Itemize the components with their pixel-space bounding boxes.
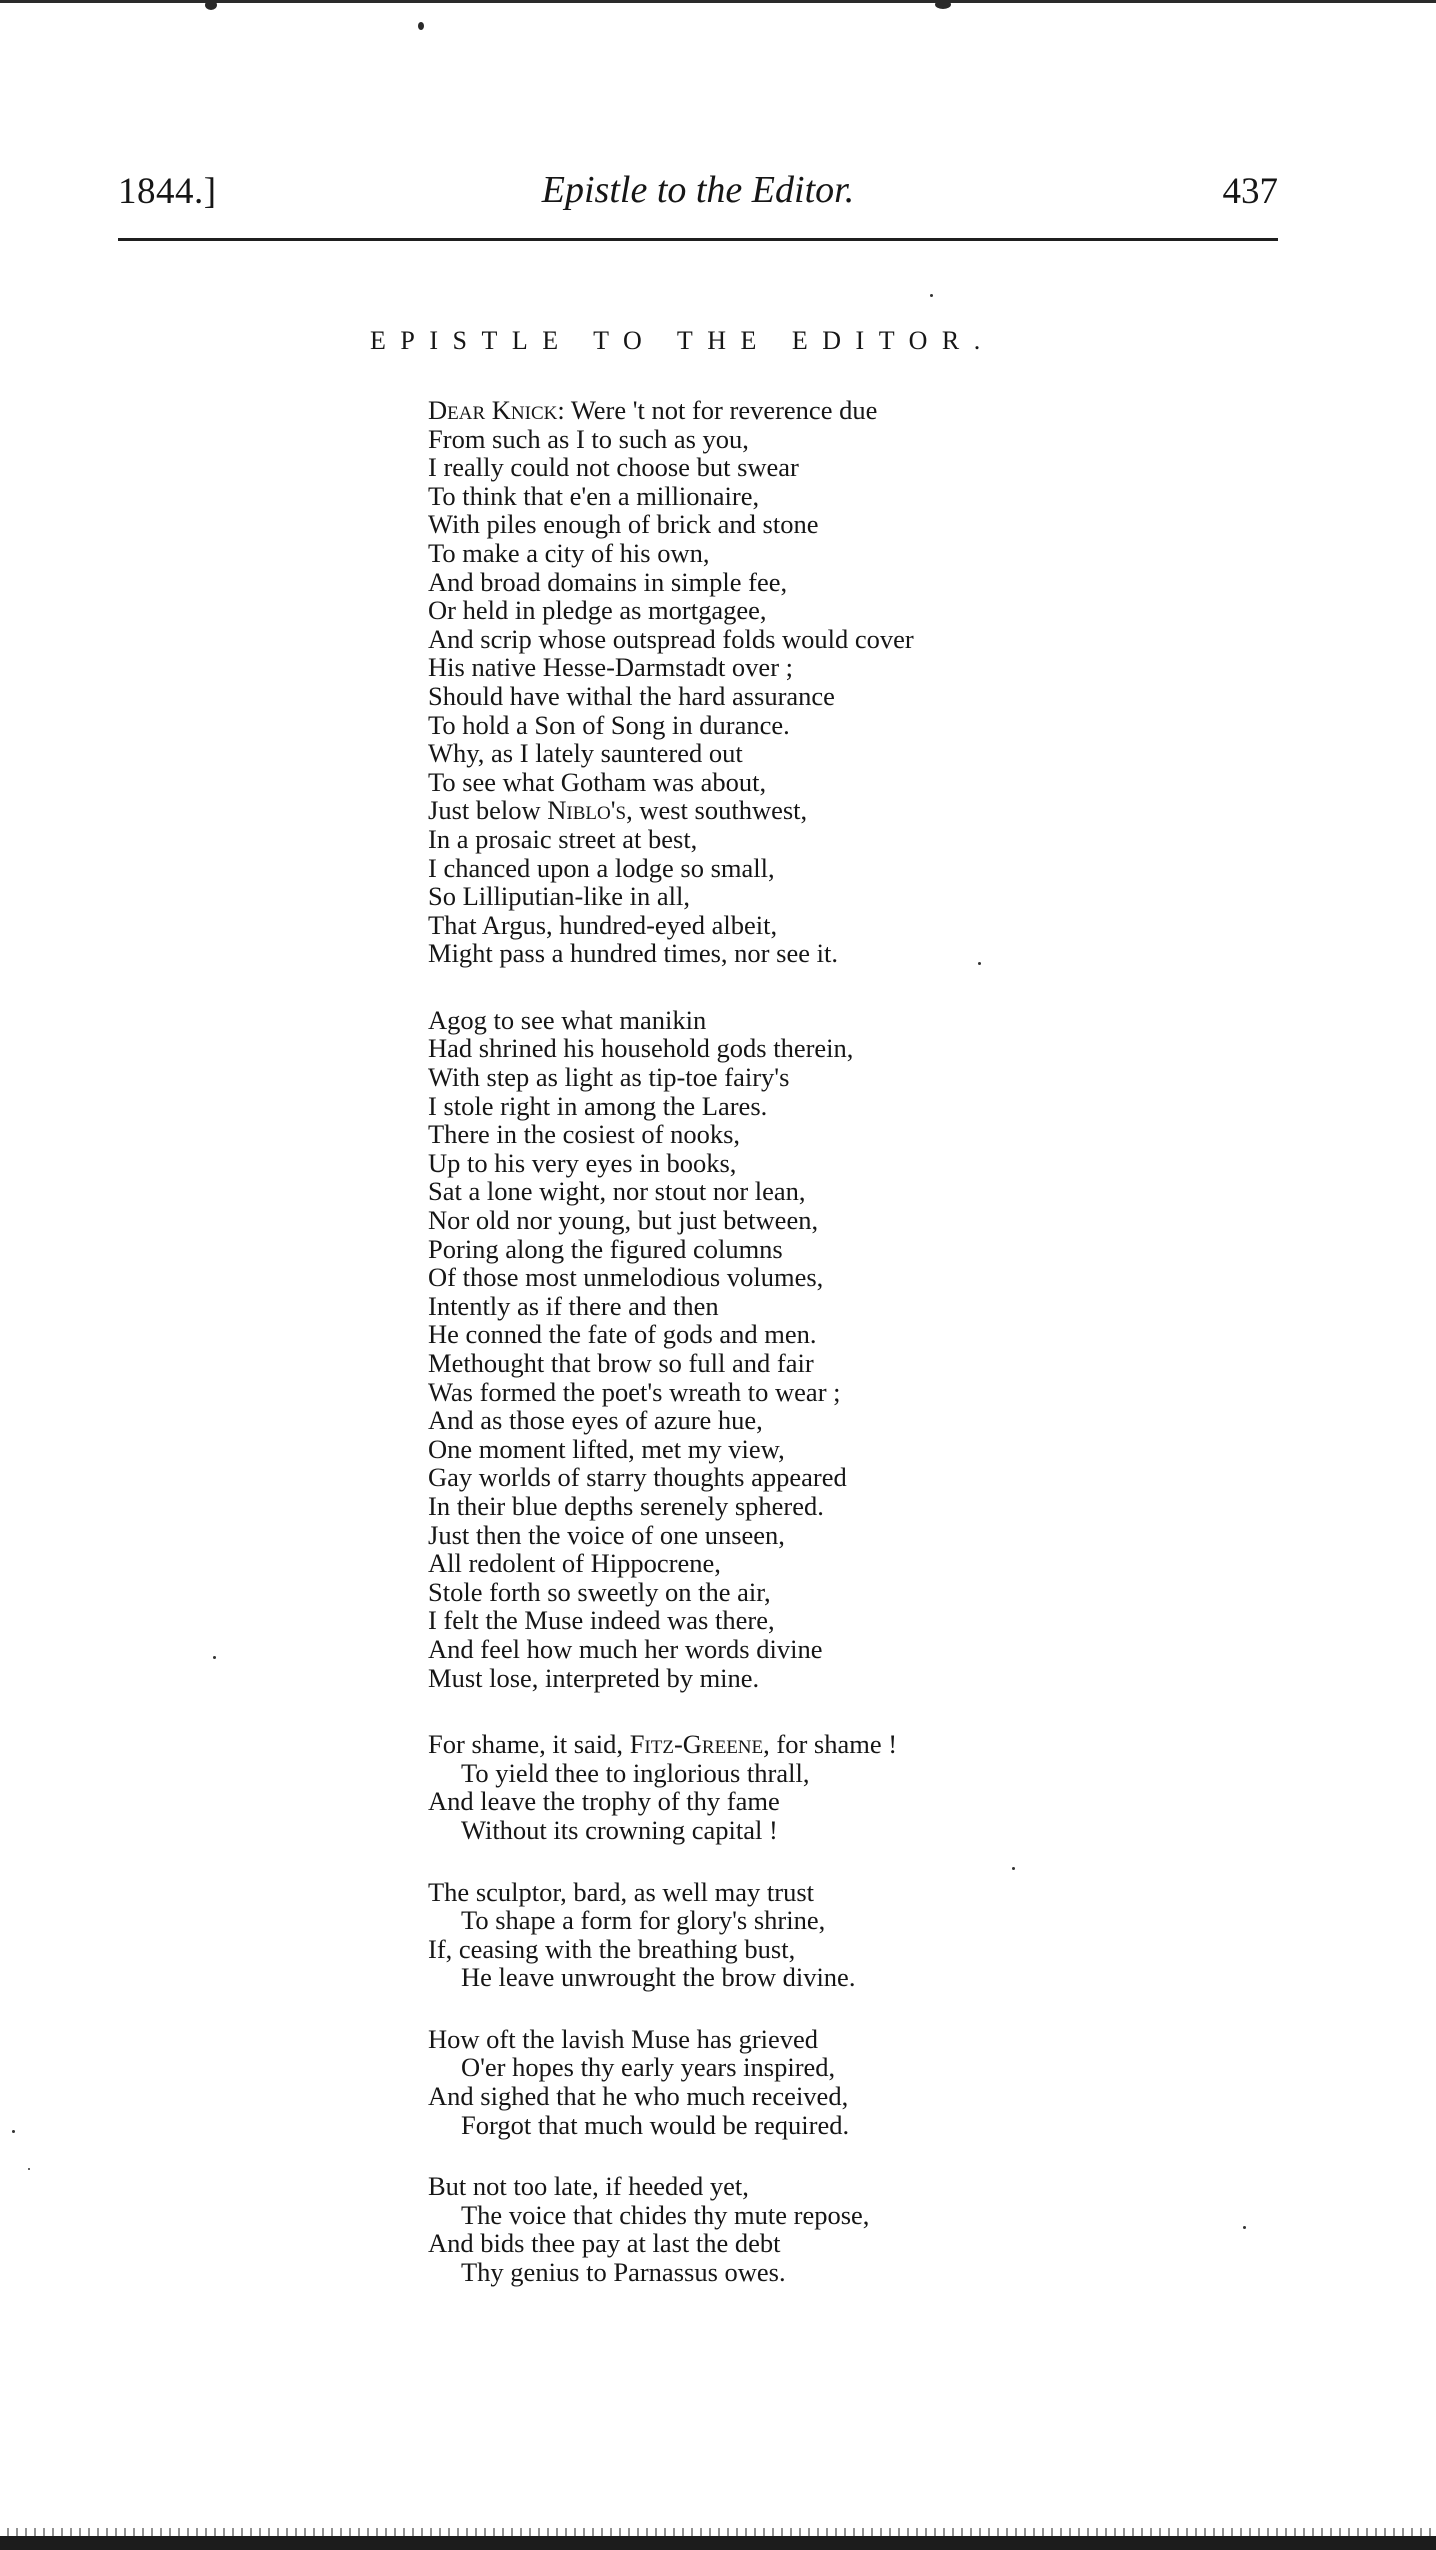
scan-speck [28, 2168, 30, 2170]
poem-line: How oft the lavish Muse has grieved [428, 2023, 819, 2054]
poem-line: O'er hopes thy early years inspired, [461, 2052, 836, 2083]
stanza-3 [428, 1730, 914, 1844]
poem-line: Poring along the figured columns [428, 1233, 783, 1264]
poem-line: And as those eyes of azure hue, [428, 1405, 763, 1436]
scan-edge-bottom [0, 2536, 1436, 2550]
poem-line: I really could not choose but swear [428, 452, 799, 483]
running-head-title: Epistle to the Editor. [541, 169, 855, 211]
stanza-break [428, 1992, 914, 2025]
stanza-break [428, 2139, 914, 2172]
poem-line: Agog to see what manikin [428, 1004, 707, 1035]
poem-line: He leave unwrought the brow divine. [461, 1962, 856, 1993]
addressee-name: Fitz-Greene [629, 1729, 764, 1760]
scan-speck [930, 294, 933, 297]
stanza-6 [428, 2172, 914, 2286]
stanza-5 [428, 2025, 914, 2139]
stanza-1 [428, 396, 914, 968]
poem-line: From such as I to such as you, [428, 423, 749, 454]
poem-body [428, 396, 914, 2287]
poem-line: Intently as if there and then [428, 1290, 719, 1321]
poem-line: And leave the trophy of thy fame [428, 1786, 780, 1817]
poem-line: I stole right in among the Lares. [428, 1090, 768, 1121]
poem-line: The voice that chides thy mute repose, [461, 2199, 870, 2230]
scan-speck [1243, 2226, 1246, 2229]
poem-line: Might pass a hundred times, nor see it. [428, 938, 838, 969]
poem-line: Just then the voice of one unseen, [428, 1519, 785, 1550]
scan-speck [213, 1656, 216, 1659]
poem-line: There in the cosiest of nooks, [428, 1119, 741, 1150]
poem-line: To yield thee to inglorious thrall, [461, 1757, 810, 1788]
scan-speck [978, 962, 981, 965]
header-rule [118, 238, 1278, 241]
poem-line [428, 796, 914, 825]
poem-line: In a prosaic street at best, [428, 823, 698, 854]
poem-line: Why, as I lately sauntered out [428, 738, 743, 769]
poem-line: And sighed that he who much received, [428, 2081, 849, 2112]
poem-line: If, ceasing with the breathing bust, [428, 1933, 796, 1964]
poem-line: Of those most unmelodious volumes, [428, 1262, 824, 1293]
poem-line [428, 1730, 914, 1759]
poem-line: With step as light as tip-toe fairy's [428, 1062, 790, 1093]
poem-line: And scrip whose outspread folds would cover [428, 623, 914, 654]
poem-line-text: For shame, it said, [428, 1729, 630, 1760]
poem-line: That Argus, hundred-eyed albeit, [428, 909, 778, 940]
stanza-4 [428, 1878, 914, 1992]
scan-speck [205, 0, 217, 10]
poem-line: Or held in pledge as mortgagee, [428, 595, 767, 626]
stanza-2 [428, 1006, 914, 1692]
poem-line: With piles enough of brick and stone [428, 509, 819, 540]
poem-line: The sculptor, bard, as well may trust [428, 1876, 815, 1907]
poem-line: To shape a form for glory's shrine, [461, 1905, 826, 1936]
poem-line: His native Hesse-Darmstadt over ; [428, 652, 794, 683]
poem-line: Gay worlds of starry thoughts appeared [428, 1462, 847, 1493]
poem-line: So Lilliputian-like in all, [428, 881, 691, 912]
poem-line: Without its crowning capital ! [461, 1814, 778, 1845]
poem-line: Forgot that much would be required. [461, 2109, 850, 2140]
running-head [118, 162, 1278, 222]
poem-line: Nor old nor young, but just between, [428, 1205, 819, 1236]
scan-speck [935, 0, 951, 9]
poem-line: To think that e'en a millionaire, [428, 480, 760, 511]
poem-line: Must lose, interpreted by mine. [428, 1662, 760, 1693]
scan-speck [12, 2130, 15, 2133]
poem-line: One moment lifted, met my view, [428, 1433, 785, 1464]
poem-line: And feel how much her words divine [428, 1633, 823, 1664]
poem-line: To hold a Son of Song in durance. [428, 709, 790, 740]
poem-line: But not too late, if heeded yet, [428, 2171, 749, 2202]
poem-line: Stole forth so sweetly on the air, [428, 1576, 771, 1607]
salutation: Dear Knick [428, 395, 558, 425]
poem-line-text: , west southwest, [626, 795, 808, 826]
stanza-break [428, 1845, 914, 1878]
poem-line-text: , for shame ! [763, 1729, 898, 1760]
poem-line: Should have withal the hard assurance [428, 680, 835, 711]
poem-line: Up to his very eyes in books, [428, 1147, 737, 1178]
poem-line: He conned the fate of gods and men. [428, 1319, 817, 1350]
poem-title: EPISTLE TO THE EDITOR. [370, 326, 995, 355]
poem-line: All redolent of Hippocrene, [428, 1548, 721, 1579]
poem-line: I chanced upon a lodge so small, [428, 852, 775, 883]
running-head-year: 1844.] [118, 171, 217, 212]
scan-speck [418, 22, 424, 30]
poem-line: In their blue depths serenely sphered. [428, 1490, 824, 1521]
poem-line: Sat a lone wight, nor stout nor lean, [428, 1176, 806, 1207]
poem-line: I felt the Muse indeed was there, [428, 1605, 775, 1636]
poem-line: And broad domains in simple fee, [428, 566, 788, 597]
page-number: 437 [1222, 171, 1278, 212]
poem-line: To make a city of his own, [428, 537, 710, 568]
stanza-break [428, 1692, 914, 1730]
poem-line-text: Just below [428, 795, 548, 826]
poem-line: Methought that brow so full and fair [428, 1348, 814, 1378]
poem-line [428, 396, 914, 425]
poem-line: Was formed the poet's wreath to wear ; [428, 1376, 841, 1407]
scan-speck [1012, 1867, 1015, 1870]
poem-line: To see what Gotham was about, [428, 766, 767, 797]
poem-line: And bids thee pay at last the debt [428, 2228, 781, 2259]
scan-edge-bottom-texture [0, 2528, 1436, 2536]
place-name: Niblo's [547, 795, 627, 826]
poem-line: Thy genius to Parnassus owes. [461, 2257, 786, 2288]
poem-line: Had shrined his household gods therein, [428, 1033, 854, 1064]
poem-line-text: : Were 't not for reverence due [557, 395, 878, 425]
stanza-break [428, 968, 914, 1006]
